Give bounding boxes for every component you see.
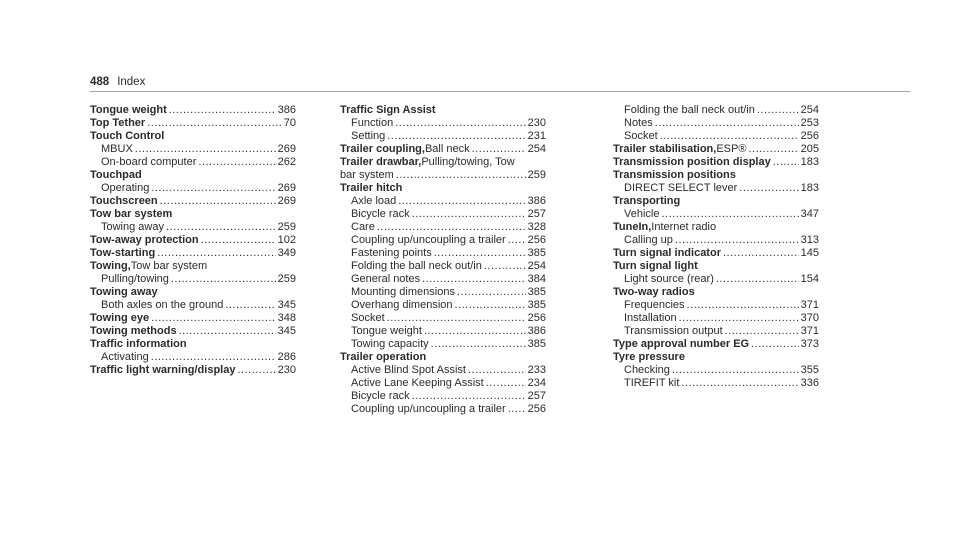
subentry-text: Bicycle rack: [351, 390, 410, 402]
index-entry: [613, 169, 819, 195]
dot-leader: [377, 221, 526, 234]
page-reference[interactable]: 313: [800, 234, 819, 246]
dot-leader: [169, 104, 276, 117]
page-reference[interactable]: 230: [277, 364, 296, 376]
dot-leader: [508, 403, 526, 416]
index-term-line[interactable]: [90, 169, 296, 182]
index-entry: [613, 156, 819, 169]
subentry-text: Vehicle: [624, 208, 660, 220]
dot-leader: [660, 130, 799, 143]
page-reference[interactable]: 385: [527, 247, 546, 259]
index-term: Towing eye: [90, 312, 150, 324]
index-term: Towing away: [90, 286, 158, 298]
index-term: Tow-away protection: [90, 234, 199, 246]
index-term: Traffic information: [90, 338, 187, 350]
dot-leader: [396, 169, 526, 182]
index-subentry[interactable]: [340, 273, 546, 286]
index-subentry[interactable]: [90, 143, 296, 156]
index-term: Turn signal indicator: [613, 247, 721, 259]
index-entry: [90, 195, 296, 208]
index-subentry[interactable]: [613, 182, 819, 195]
index-subentry[interactable]: [340, 299, 546, 312]
dot-leader: [431, 338, 526, 351]
index-entry: [613, 247, 819, 260]
index-term: Transmission positions: [613, 169, 736, 181]
dot-leader: [398, 195, 525, 208]
index-term-line[interactable]: [613, 156, 819, 169]
dot-leader: [468, 364, 526, 377]
index-term: Type approval number EG: [613, 338, 750, 350]
index-subentry[interactable]: [90, 182, 296, 195]
dot-leader: [157, 247, 275, 260]
index-entry: [340, 143, 546, 156]
subentry-text: General notes: [351, 273, 421, 285]
subentry-text: Socket: [351, 312, 385, 324]
index-subentry[interactable]: [613, 299, 819, 312]
subentry-text: Calling up: [624, 234, 673, 246]
index-subentry[interactable]: [340, 247, 546, 260]
index-subentry[interactable]: [340, 260, 546, 273]
index-term-line[interactable]: [340, 156, 546, 169]
subentry-text: Coupling up/uncoupling a trailer: [351, 403, 506, 415]
index-term-suffix: ESP®: [716, 143, 747, 155]
index-entry: [90, 286, 296, 312]
subentry-text: Checking: [624, 364, 670, 376]
index-term: Towing,: [90, 260, 131, 272]
subentry-text: Active Blind Spot Assist: [351, 364, 466, 376]
dot-leader: [151, 182, 275, 195]
index-subentry[interactable]: [90, 156, 296, 169]
dot-leader: [147, 117, 282, 130]
page-reference[interactable]: 259: [277, 273, 296, 285]
subentry-text: Fastening points: [351, 247, 432, 259]
page-reference[interactable]: 373: [800, 338, 819, 350]
index-subentry[interactable]: [613, 130, 819, 143]
page-reference[interactable]: 257: [527, 208, 546, 220]
index-entry: [90, 338, 296, 364]
subentry-text: Active Lane Keeping Assist: [351, 377, 484, 389]
dot-leader: [201, 234, 276, 247]
page-reference[interactable]: 233: [527, 364, 546, 376]
page-reference[interactable]: 385: [527, 286, 546, 298]
dot-leader: [387, 130, 525, 143]
dot-leader: [681, 377, 798, 390]
index-term: Tow-starting: [90, 247, 156, 259]
index-term-suffix: Internet radio: [651, 221, 717, 233]
page-reference[interactable]: 345: [277, 325, 296, 337]
subentry-text: Folding the ball neck out/in: [351, 260, 482, 272]
dot-leader: [151, 351, 276, 364]
subentry-text: Both axles on the ground: [101, 299, 224, 311]
index-term: Trailer stabilisation,: [613, 143, 717, 155]
index-term-line[interactable]: [90, 247, 296, 260]
index-entry: [613, 195, 819, 221]
dot-leader: [751, 338, 799, 351]
index-entry: [613, 351, 819, 390]
dot-leader: [773, 156, 799, 169]
index-entry: [613, 104, 819, 143]
dot-leader: [412, 208, 526, 221]
subentry-text: Folding the ball neck out/in: [624, 104, 755, 116]
page-reference[interactable]: 257: [527, 390, 546, 402]
page-reference[interactable]: 254: [800, 104, 819, 116]
index-term-line[interactable]: [90, 312, 296, 325]
dot-leader: [160, 195, 276, 208]
dot-leader: [455, 299, 526, 312]
index-term-line[interactable]: [90, 234, 296, 247]
dot-leader: [675, 234, 799, 247]
index-entry: [613, 221, 819, 247]
index-term-line[interactable]: [613, 286, 819, 299]
index-term-line[interactable]: [90, 117, 296, 130]
index-term-line[interactable]: [613, 169, 819, 182]
page-number: 488: [90, 76, 110, 88]
index-term: Turn signal light: [613, 260, 698, 272]
index-entry: [613, 260, 819, 286]
dot-leader: [757, 104, 799, 117]
index-term: Top Tether: [90, 117, 146, 129]
index-subentry[interactable]: [613, 117, 819, 130]
page-reference[interactable]: 349: [277, 247, 296, 259]
index-subentry[interactable]: [90, 351, 296, 364]
index-term: Towing methods: [90, 325, 177, 337]
index-subentry[interactable]: [340, 195, 546, 208]
page-reference[interactable]: 70: [283, 117, 296, 129]
dot-leader: [508, 234, 526, 247]
dot-leader: [422, 273, 526, 286]
dot-leader: [672, 364, 799, 377]
index-term: Touch Control: [90, 130, 165, 142]
dot-leader: [166, 221, 276, 234]
index-entry: [613, 143, 819, 156]
subentry-text: Pulling/towing: [101, 273, 169, 285]
subentry-text: Frequencies: [624, 299, 685, 311]
index-term-line[interactable]: [613, 260, 819, 273]
index-term-line[interactable]: [90, 195, 296, 208]
index-subentry[interactable]: [613, 312, 819, 325]
subentry-text: bar system: [340, 169, 394, 181]
subentry-text: Setting: [351, 130, 386, 142]
dot-leader: [748, 143, 798, 156]
dot-leader: [723, 247, 799, 260]
dot-leader: [739, 182, 798, 195]
page-reference[interactable]: 253: [800, 117, 819, 129]
index-subentry[interactable]: [340, 403, 546, 416]
index-term-line[interactable]: [90, 208, 296, 221]
index-entry: [90, 260, 296, 286]
index-entry: [90, 325, 296, 338]
page-reference[interactable]: 385: [527, 338, 546, 350]
index-term: Trailer coupling,: [340, 143, 425, 155]
index-subentry[interactable]: [340, 130, 546, 143]
page-reference[interactable]: 269: [277, 143, 296, 155]
subentry-text: Overhang dimension: [351, 299, 453, 311]
subentry-text: On-board computer: [101, 156, 197, 168]
page-reference[interactable]: 386: [277, 104, 296, 116]
index-subentry[interactable]: [613, 325, 819, 338]
page-reference[interactable]: 254: [527, 260, 546, 272]
dot-leader: [687, 299, 799, 312]
page-reference[interactable]: 386: [527, 195, 546, 207]
page-reference[interactable]: 254: [527, 143, 546, 155]
index-subentry[interactable]: [340, 117, 546, 130]
index-subentry[interactable]: [340, 286, 546, 299]
subentry-text: Notes: [624, 117, 653, 129]
index-column-2: [340, 104, 546, 416]
index-term-line[interactable]: [90, 364, 296, 377]
index-subentry[interactable]: [613, 377, 819, 390]
index-subentry[interactable]: [340, 338, 546, 351]
index-entry: [340, 156, 546, 182]
subentry-text: Function: [351, 117, 394, 129]
index-subentry[interactable]: [340, 325, 546, 338]
index-subentry[interactable]: [340, 234, 546, 247]
subentry-text: Coupling up/uncoupling a trailer: [351, 234, 506, 246]
page-reference[interactable]: 370: [800, 312, 819, 324]
subentry-text: Axle load: [351, 195, 397, 207]
page-reference[interactable]: 386: [527, 325, 546, 337]
index-term-suffix: Tow bar system: [130, 260, 208, 272]
index-entry: [90, 247, 296, 260]
index-subentry[interactable]: [90, 221, 296, 234]
index-term-line[interactable]: [613, 338, 819, 351]
index-entry: [90, 364, 296, 377]
page-reference[interactable]: 205: [800, 143, 819, 155]
dot-leader: [716, 273, 799, 286]
page-reference[interactable]: 347: [800, 208, 819, 220]
index-entry: [90, 130, 296, 169]
dot-leader: [151, 312, 276, 325]
index-subentry[interactable]: [613, 364, 819, 377]
index-term-line[interactable]: [613, 351, 819, 364]
page-reference[interactable]: 256: [527, 234, 546, 246]
subentry-text: Mounting dimensions: [351, 286, 455, 298]
index-entry: [613, 286, 819, 338]
page-reference[interactable]: 269: [277, 195, 296, 207]
index-term: Trailer operation: [340, 351, 427, 363]
page-reference[interactable]: 355: [800, 364, 819, 376]
dot-leader: [484, 260, 526, 273]
index-term-line[interactable]: [613, 247, 819, 260]
dot-leader: [457, 286, 526, 299]
subentry-text: TIREFIT kit: [624, 377, 680, 389]
page-reference[interactable]: 230: [527, 117, 546, 129]
page-reference[interactable]: 371: [800, 325, 819, 337]
index-term: Touchscreen: [90, 195, 158, 207]
page-reference[interactable]: 256: [527, 312, 546, 324]
index-entry: [90, 312, 296, 325]
index-entry: [613, 338, 819, 351]
page-reference[interactable]: 145: [800, 247, 819, 259]
index-term: Transmission position display: [613, 156, 771, 168]
dot-leader: [225, 299, 275, 312]
index-term: Tow bar system: [90, 208, 173, 220]
dot-leader: [135, 143, 276, 156]
index-entry: [90, 117, 296, 130]
page-reference[interactable]: 262: [277, 156, 296, 168]
page-reference[interactable]: 385: [527, 299, 546, 311]
dot-leader: [661, 208, 798, 221]
index-term-suffix: Ball neck: [424, 143, 470, 155]
index-column-1: [90, 104, 296, 377]
index-term: Transporting: [613, 195, 681, 207]
index-subentry[interactable]: [613, 234, 819, 247]
index-term-line[interactable]: [613, 221, 819, 234]
dot-leader: [434, 247, 526, 260]
page-reference[interactable]: 259: [527, 169, 546, 181]
page-reference[interactable]: 345: [277, 299, 296, 311]
page-reference[interactable]: 269: [277, 182, 296, 194]
index-term-line[interactable]: [90, 286, 296, 299]
subentry-text: Tongue weight: [351, 325, 422, 337]
page-reference[interactable]: 183: [800, 182, 819, 194]
page-reference[interactable]: 348: [277, 312, 296, 324]
dot-leader: [237, 364, 275, 377]
dot-leader: [725, 325, 799, 338]
index-term-line[interactable]: [340, 143, 546, 156]
page-reference[interactable]: 102: [277, 234, 296, 246]
page-header: [90, 76, 910, 92]
subentry-text: Light source (rear): [624, 273, 714, 285]
index-term-line[interactable]: [340, 351, 546, 364]
index-term-line[interactable]: [90, 338, 296, 351]
index-entry: [90, 104, 296, 117]
index-entry: [90, 169, 296, 195]
dot-leader: [171, 273, 276, 286]
dot-leader: [679, 312, 799, 325]
dot-leader: [655, 117, 799, 130]
subentry-text: Activating: [101, 351, 149, 363]
subentry-text: DIRECT SELECT lever: [624, 182, 738, 194]
index-subentry[interactable]: [340, 364, 546, 377]
index-term-line[interactable]: [90, 130, 296, 143]
subentry-text: Transmission output: [624, 325, 723, 337]
index-subentry[interactable]: [613, 208, 819, 221]
index-term-line[interactable]: [90, 104, 296, 117]
page-reference[interactable]: 256: [527, 403, 546, 415]
subentry-text: Towing away: [101, 221, 164, 233]
page-reference[interactable]: 371: [800, 299, 819, 311]
dot-leader: [387, 312, 526, 325]
index-term: Traffic Sign Assist: [340, 104, 436, 116]
index-subentry[interactable]: [90, 273, 296, 286]
index-entry: [340, 104, 546, 143]
index-subentry[interactable]: [340, 312, 546, 325]
index-subentry[interactable]: [340, 377, 546, 390]
index-term: TuneIn,: [613, 221, 652, 233]
section-title: Index: [117, 76, 146, 88]
index-subentry[interactable]: [340, 208, 546, 221]
index-column-3: [613, 104, 819, 390]
page-reference[interactable]: 286: [277, 351, 296, 363]
index-term: Tyre pressure: [613, 351, 685, 363]
index-entry: [90, 234, 296, 247]
page-reference[interactable]: 256: [800, 130, 819, 142]
index-subentry[interactable]: [613, 273, 819, 286]
index-subentry[interactable]: [340, 390, 546, 403]
dot-leader: [424, 325, 526, 338]
index-term: Tongue weight: [90, 104, 167, 116]
index-term: Trailer hitch: [340, 182, 403, 194]
dot-leader: [395, 117, 525, 130]
subentry-text: Operating: [101, 182, 150, 194]
index-term-line[interactable]: [340, 182, 546, 195]
index-term-line[interactable]: [90, 260, 296, 273]
dot-leader: [472, 143, 526, 156]
subentry-text: Bicycle rack: [351, 208, 410, 220]
dot-leader: [198, 156, 275, 169]
dot-leader: [486, 377, 526, 390]
subentry-text: Installation: [624, 312, 677, 324]
page-reference[interactable]: 384: [527, 273, 546, 285]
page-reference[interactable]: 259: [277, 221, 296, 233]
index-term-suffix: Pulling/towing, Tow: [421, 156, 515, 168]
index-term-line[interactable]: [613, 195, 819, 208]
index-subentry[interactable]: [613, 104, 819, 117]
subentry-text: Towing capacity: [351, 338, 429, 350]
index-subentry[interactable]: [90, 299, 296, 312]
index-term-line[interactable]: [340, 104, 546, 117]
page-reference[interactable]: 328: [527, 221, 546, 233]
index-term-line[interactable]: [613, 143, 819, 156]
page-reference[interactable]: 234: [527, 377, 546, 389]
index-term: Touchpad: [90, 169, 142, 181]
index-term: Traffic light warning/display: [90, 364, 236, 376]
dot-leader: [179, 325, 276, 338]
subentry-text: Socket: [624, 130, 658, 142]
header-divider: [90, 91, 910, 92]
page-reference[interactable]: 336: [800, 377, 819, 389]
subentry-text: MBUX: [101, 143, 133, 155]
index-subentry[interactable]: [340, 221, 546, 234]
page-reference[interactable]: 231: [527, 130, 546, 142]
index-term: Two-way radios: [613, 286, 695, 298]
index-subentry[interactable]: [340, 169, 546, 182]
dot-leader: [412, 390, 526, 403]
index-entry: [340, 182, 546, 351]
index-term: Trailer drawbar,: [340, 156, 422, 168]
index-entry: [340, 351, 546, 416]
page-reference[interactable]: 154: [800, 273, 819, 285]
page-reference[interactable]: 183: [800, 156, 819, 168]
subentry-text: Care: [351, 221, 375, 233]
index-entry: [90, 208, 296, 234]
index-term-line[interactable]: [90, 325, 296, 338]
